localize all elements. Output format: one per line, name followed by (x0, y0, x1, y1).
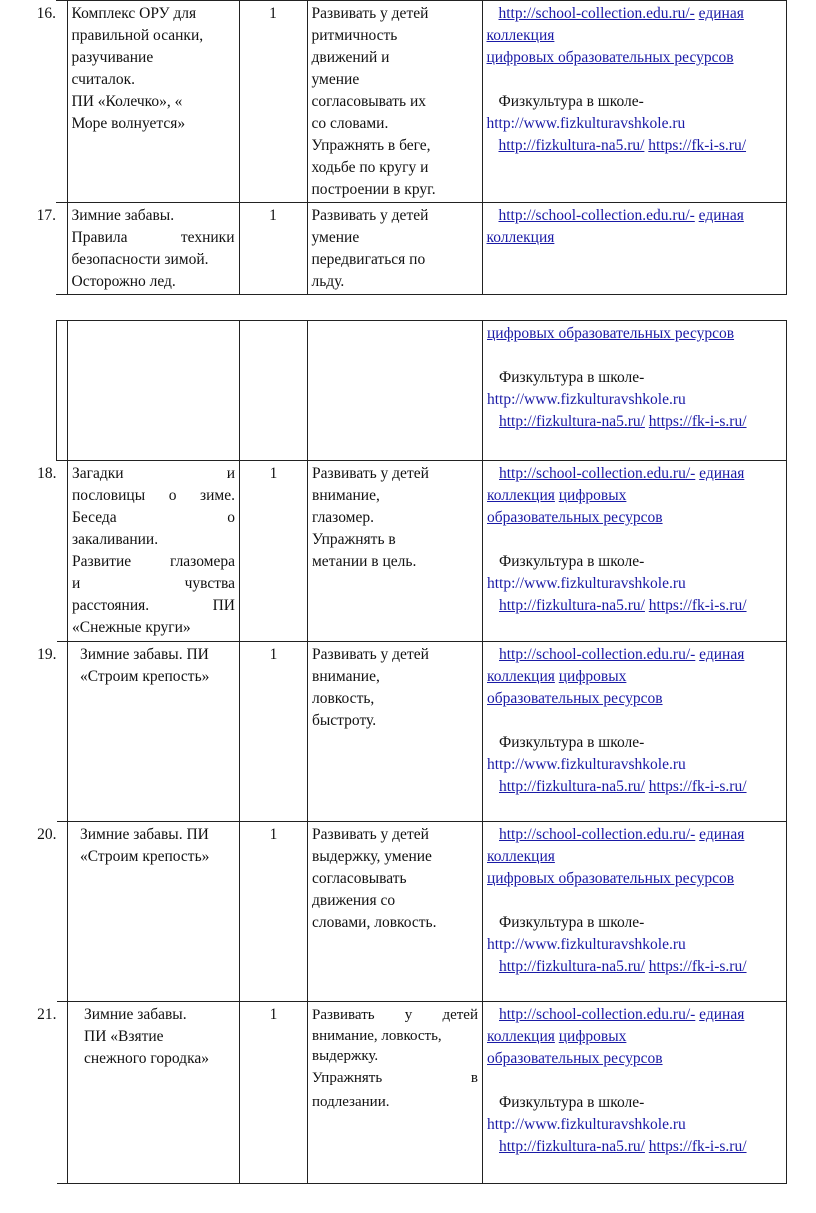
school-collection-link-tail[interactable]: образовательных ресурсов (487, 690, 663, 707)
fizkultura-na5-link[interactable]: http://fizkultura-na5.ru/ (499, 597, 645, 614)
row-number (37, 1002, 68, 1184)
fizkultura-label: Физкультура в школе- (499, 369, 645, 386)
topic-line: Море волнуется» (71, 115, 186, 132)
goal-line: передвигаться по (311, 251, 426, 268)
topic-cell (67, 1, 239, 203)
resources-cell (483, 1002, 787, 1184)
goal-line: Развивать у детей (312, 1007, 478, 1023)
fizkultura-url[interactable]: http://www.fizkulturavshkole.ru (487, 1116, 686, 1133)
goal-line: Развивать у детей (311, 5, 429, 22)
resources-cell (483, 642, 787, 822)
topic-line: «Снежные круги» (72, 619, 191, 636)
hours-value: 1 (269, 826, 278, 843)
fizkultura-label: Физкультура в школе- (498, 93, 644, 110)
fk-i-s-link[interactable]: https://fk-i-s.ru/ (648, 137, 747, 154)
fk-i-s-link[interactable]: https://fk-i-s.ru/ (648, 413, 747, 430)
school-collection-link-tail[interactable]: цифровых (558, 487, 627, 504)
fizkultura-label: Физкультура в школе- (499, 1094, 645, 1111)
hours-cell (240, 642, 308, 822)
fizkultura-url[interactable]: http://www.fizkulturavshkole.ru (487, 391, 686, 408)
hours-cell (239, 203, 307, 295)
goal-line: ходьбе по кругу и (311, 159, 429, 176)
goal-line: умение (311, 71, 360, 88)
topic-line: расстояния. ПИ (72, 597, 235, 614)
goal-line: внимание, (312, 668, 380, 685)
goal-line: ловкость, (312, 690, 375, 707)
hours-cell (240, 1002, 308, 1184)
goal-line: глазомер. (312, 509, 374, 526)
topic-line: «Строим крепость» (80, 668, 210, 685)
fizkultura-label: Физкультура в школе- (499, 734, 645, 751)
row-number-text: 18. (37, 465, 57, 482)
hours-cell (240, 461, 308, 642)
goal-line: внимание, ловкость, (312, 1028, 442, 1044)
school-collection-link-word[interactable]: коллекция (487, 848, 555, 865)
hours-cell (240, 321, 308, 461)
row-number (57, 321, 68, 461)
fizkultura-url[interactable]: http://www.fizkulturavshkole.ru (486, 115, 686, 132)
school-collection-link[interactable]: http://school-collection.edu.ru/- (498, 5, 695, 22)
row-number (36, 203, 67, 295)
goal-line: согласовывать их (311, 93, 427, 110)
resources-cell (483, 822, 787, 1002)
goal-line: согласовывать (312, 870, 407, 887)
row-number-text: 20. (37, 826, 57, 843)
goal-line: со словами. (311, 115, 389, 132)
hours-value: 1 (269, 5, 277, 22)
fk-i-s-link[interactable]: https://fk-i-s.ru/ (648, 597, 747, 614)
school-collection-link-word[interactable]: единая (699, 465, 745, 482)
hours-value: 1 (269, 646, 278, 663)
topic-line: разучивание (71, 49, 154, 66)
topic-cell (68, 642, 240, 822)
fizkultura-na5-link[interactable]: http://fizkultura-na5.ru/ (498, 137, 645, 154)
resources-cell (483, 461, 787, 642)
goal-line: Развивать у детей (312, 826, 429, 843)
fk-i-s-link[interactable]: https://fk-i-s.ru/ (648, 958, 747, 975)
goal-line: выдержку. (312, 1048, 379, 1064)
school-collection-link-word[interactable]: коллекция (486, 229, 555, 246)
goal-cell (308, 321, 483, 461)
school-collection-link-word[interactable]: коллекция (487, 487, 555, 504)
goal-line: Упражнять в (312, 531, 396, 548)
goal-line: ритмичность (311, 27, 398, 44)
fizkultura-na5-link[interactable]: http://fizkultura-na5.ru/ (499, 1138, 645, 1155)
row-number-text: 17. (36, 207, 56, 224)
goal-line: умение (311, 229, 360, 246)
school-collection-link-tail[interactable]: цифровых образовательных ресурсов (487, 870, 735, 887)
topic-line: Зимние забавы. ПИ (80, 826, 209, 843)
school-collection-link-tail[interactable]: образовательных ресурсов (487, 509, 663, 526)
fizkultura-url[interactable]: http://www.fizkulturavshkole.ru (487, 575, 686, 592)
school-collection-link-tail[interactable]: цифровых образовательных ресурсов (486, 49, 734, 66)
school-collection-link-word[interactable]: единая (698, 207, 744, 224)
topic-cell (67, 203, 239, 295)
hours-value: 1 (269, 207, 277, 224)
school-collection-link-word[interactable]: единая (698, 5, 744, 22)
goal-line: словами, ловкость. (312, 914, 437, 931)
row-number (37, 642, 68, 822)
row-number-text: 19. (37, 646, 57, 663)
topic-line: Зимние забавы. (71, 207, 175, 224)
fizkultura-label: Физкультура в школе- (499, 553, 645, 570)
topic-cell (68, 822, 240, 1002)
topic-line: ПИ «Колечко», « (71, 93, 183, 110)
hours-cell (239, 1, 307, 203)
school-collection-link-word[interactable]: коллекция (487, 1028, 555, 1045)
row-number-text: 21. (37, 1006, 57, 1023)
goal-line: льду. (311, 273, 345, 290)
topic-line: Правила техники (71, 229, 235, 246)
lesson-table-part-2 (37, 320, 787, 1184)
fizkultura-label: Физкультура в школе- (499, 914, 645, 931)
fk-i-s-link[interactable]: https://fk-i-s.ru/ (648, 778, 747, 795)
topic-line: «Строим крепость» (80, 848, 210, 865)
topic-cell (68, 461, 240, 642)
school-collection-link-word[interactable]: коллекция (486, 27, 555, 44)
table-row (57, 461, 787, 642)
topic-line: пословицы о зиме. (72, 487, 235, 504)
goal-cell (307, 1, 482, 203)
row-number (36, 1, 67, 203)
topic-line: ПИ «Взятие (84, 1028, 164, 1045)
school-collection-link-word[interactable]: единая (699, 1006, 745, 1023)
goal-cell (308, 461, 483, 642)
goal-line: метании в цель. (312, 553, 417, 570)
goal-line: Развивать у детей (312, 465, 429, 482)
goal-cell (308, 822, 483, 1002)
school-collection-link[interactable]: http://school-collection.edu.ru/- (498, 207, 695, 224)
goal-cell (307, 203, 482, 295)
topic-cell (68, 1002, 240, 1184)
fizkultura-na5-link[interactable]: http://fizkultura-na5.ru/ (499, 778, 645, 795)
school-collection-link-tail[interactable]: образовательных ресурсов (487, 1050, 663, 1067)
topic-line: Зимние забавы. (84, 1006, 187, 1023)
table-row (57, 1002, 787, 1184)
goal-cell (308, 642, 483, 822)
topic-line: снежного городка» (84, 1050, 209, 1067)
goal-line: движения со (312, 892, 396, 909)
resources-cell (482, 203, 786, 295)
school-collection-link-word[interactable]: коллекция (487, 668, 555, 685)
fizkultura-na5-link[interactable]: http://fizkultura-na5.ru/ (499, 958, 645, 975)
table-row (57, 642, 787, 822)
row-number-text: 16. (36, 5, 56, 22)
school-collection-link[interactable]: http://school-collection.edu.ru/- (499, 826, 696, 843)
fizkultura-na5-link[interactable]: http://fizkultura-na5.ru/ (499, 413, 645, 430)
goal-line: внимание, (312, 487, 380, 504)
topic-line: и чувства (72, 575, 235, 592)
school-collection-link-tail[interactable]: цифровых (558, 1028, 627, 1045)
goal-line: Упражнять в (312, 1070, 478, 1086)
fizkultura-url[interactable]: http://www.fizkulturavshkole.ru (487, 936, 686, 953)
goal-cell (308, 1002, 483, 1184)
topic-line: закаливании. (72, 531, 159, 548)
fizkultura-url[interactable]: http://www.fizkulturavshkole.ru (487, 756, 686, 773)
resources-cell (482, 1, 786, 203)
hours-value: 1 (269, 465, 278, 482)
school-collection-link-word[interactable]: единая (699, 646, 745, 663)
topic-line: Развитие глазомера (72, 553, 235, 570)
goal-line: Развивать у детей (311, 207, 429, 224)
table-row (56, 1, 786, 203)
topic-line: Загадки и (72, 465, 235, 482)
school-collection-link-tail[interactable]: цифровых (558, 668, 627, 685)
topic-cell (68, 321, 240, 461)
goal-line: Развивать у детей (312, 646, 429, 663)
table-row (57, 321, 787, 461)
table-row (57, 822, 787, 1002)
row-number (37, 822, 68, 1002)
hours-value: 1 (269, 1006, 278, 1023)
resources-cell (483, 321, 787, 461)
hours-cell (240, 822, 308, 1002)
goal-line: подлезании. (312, 1094, 390, 1110)
topic-line: Комплекс ОРУ для (71, 5, 197, 22)
school-collection-link[interactable]: http://school-collection.edu.ru/- (499, 646, 696, 663)
topic-line: Осторожно лед. (71, 273, 176, 290)
topic-line: Беседа о (72, 509, 235, 526)
goal-line: Упражнять в беге, (311, 137, 431, 154)
goal-line: быстроту. (312, 712, 377, 729)
fk-i-s-link[interactable]: https://fk-i-s.ru/ (648, 1138, 747, 1155)
table-row (56, 203, 786, 295)
school-collection-link-word[interactable]: единая (699, 826, 745, 843)
topic-line: Зимние забавы. ПИ (80, 646, 209, 663)
lesson-table-part-1 (36, 0, 787, 295)
topic-line: считалок. (71, 71, 136, 88)
school-collection-link-tail[interactable]: цифровых образовательных ресурсов (487, 325, 735, 342)
school-collection-link[interactable]: http://school-collection.edu.ru/- (499, 465, 696, 482)
school-collection-link[interactable]: http://school-collection.edu.ru/- (499, 1006, 696, 1023)
goal-line: движений и (311, 49, 390, 66)
row-number (37, 461, 68, 642)
topic-line: правильной осанки, (71, 27, 204, 44)
goal-line: выдержку, умение (312, 848, 432, 865)
goal-line: построении в круг. (311, 181, 436, 198)
topic-line: безопасности зимой. (71, 251, 209, 268)
